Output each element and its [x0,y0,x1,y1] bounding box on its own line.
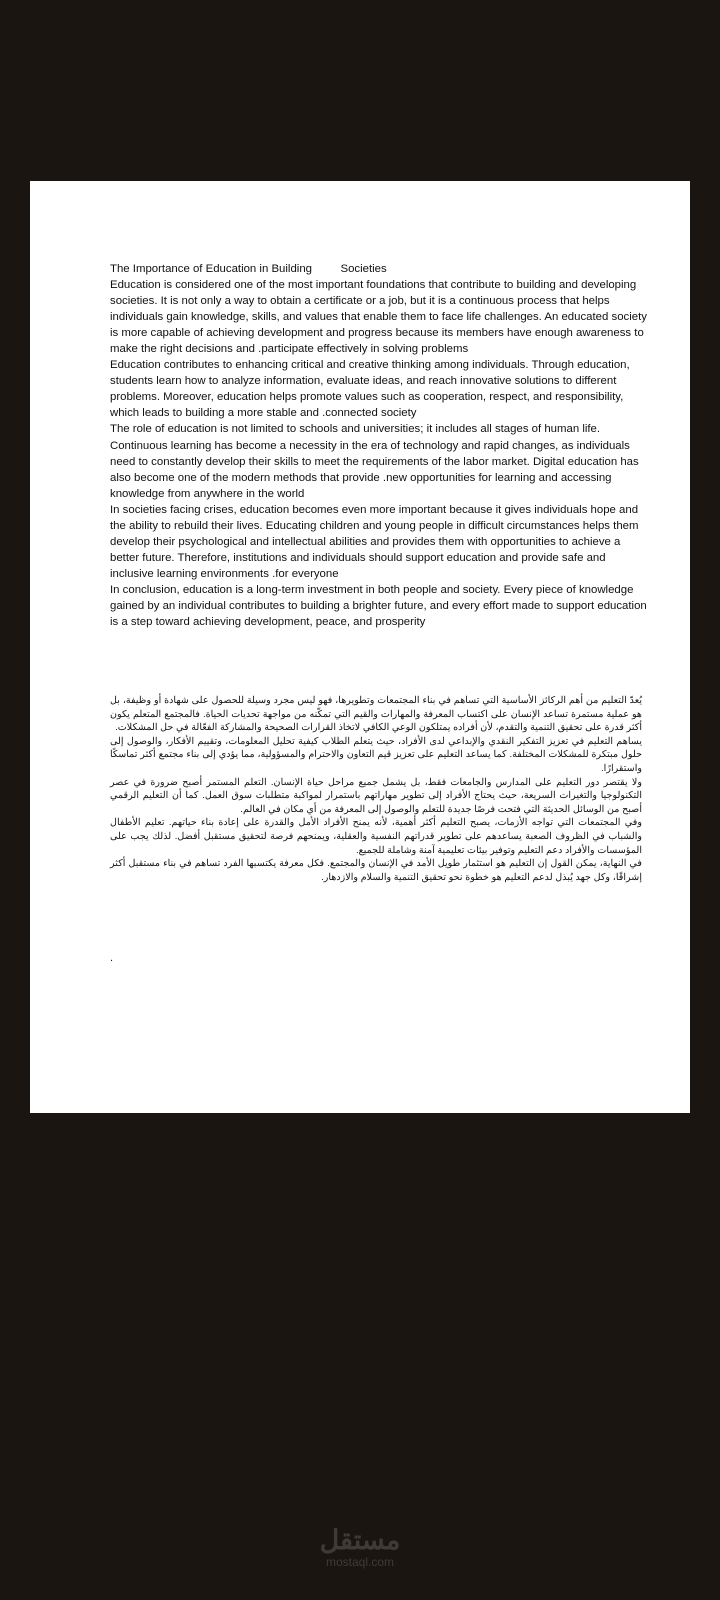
arabic-section [110,694,642,884]
document-page [30,181,690,1113]
trailing-mark: . [110,952,114,964]
document-title: The Importance of Education in Building Societies [110,263,387,275]
english-paragraph: In conclusion, education is a long-term investment in both people and society. Every piece of knowledge gained by an individual contributes to building a brighter future, and every effort made to support education is a step toward achieving development, peace, and prosperity [110,583,647,629]
english-section [110,261,650,630]
watermark-logo [0,1525,720,1569]
arabic-paragraph: وفي المجتمعات التي تواجه الأزمات، يصبح التعليم أكثر أهمية، لأنه يمنح الأفراد الأمل والقدرة على إعادة بناء حياتهم. تعليم الأطفال والشباب في الظروف الصعبة يساعدهم على تطوير قدراتهم النفسية والعقلية، ويمنحهم فرصة لتحقيق مستقبل أفضل. لذلك يجب على المؤسسات والأفراد دعم التعليم وتوفير بيئات تعليمية آمنة وشاملة للجميع. [110,817,642,856]
english-paragraph: Education is considered one of the most important foundations that contribute to building and developing societies. It is not only a way to obtain a certificate or a job, but it is a continuous process that helps individuals gain knowledge, skills, and values that enable them to face life challenges. An educated society is more capable of achieving development and progress because its members have enough awareness to make the right decisions and .participate effectively in solving problems [110,279,647,356]
arabic-paragraph: يساهم التعليم في تعزيز التفكير النقدي والإبداعي لدى الأفراد، حيث يتعلم الطلاب كيفية تحليل المعلومات، وتقييم الأفكار، والوصول إلى حلول مبتكرة للمشكلات المختلفة. كما يساعد التعليم على تعزيز قيم التعاون والاحترام والمسؤولية، مما يؤدي إلى بناء مجتمع أكثر تماسكًا واستقرارًا. [110,735,642,774]
arabic-paragraph: في النهاية، يمكن القول إن التعليم هو استثمار طويل الأمد في الإنسان والمجتمع. فكل معرفة يكتسبها الفرد تساهم في بناء مستقبل أكثر إشراقًا، وكل جهد يُبذل لدعم التعليم هو خطوة نحو تحقيق التنمية والسلام والازدهار. [110,858,642,883]
watermark-url: mostaql.com [325,1555,395,1569]
english-paragraph: Education contributes to enhancing critical and creative thinking among individuals. Through education, students learn how to analyze information, evaluate ideas, and reach innovative solutions to different problems. Moreover, education helps promote values such as cooperation, respect, and responsibility, which leads to building a more stable and .connected society [110,359,630,420]
english-paragraph: The role of education is not limited to schools and universities; it includes all stages of human life. Continuous learning has become a necessity in the era of technology and rapid changes, as individuals need to constantly develop their skills to meet the requirements of the labor market. Digital education has also become one of the modern methods that provide .new opportunities for learning and accessing knowledge from anywhere in the world [110,423,639,500]
english-paragraph: In societies facing crises, education becomes even more important because it gives individuals hope and the ability to rebuild their lives. Educating children and young people in difficult circumstances helps them develop their psychological and intellectual abilities and provides them with opportunities to achieve a better future. Therefore, institutions and individuals should support education and provide safe and inclusive learning environments .for everyone [110,503,639,580]
watermark-brand: مستقل [319,1525,401,1555]
arabic-paragraph: يُعدّ التعليم من أهم الركائز الأساسية التي تساهم في بناء المجتمعات وتطويرها، فهو ليس مجرد وسيلة للحصول على شهادة أو وظيفة، بل هو عملية مستمرة تساعد الإنسان على اكتساب المعرفة والمهارات والقيم التي تمكّنه من مواجهة تحديات الحياة. فالمجتمع المتعلم يكون أكثر قدرة على تحقيق التنمية والتقدم، لأن أفراده يمتلكون الوعي الكافي لاتخاذ القرارات الصحيحة والمشاركة الفعّالة في حل المشكلات. [110,695,642,734]
arabic-paragraph: ولا يقتصر دور التعليم على المدارس والجامعات فقط، بل يشمل جميع مراحل حياة الإنسان. التعلم المستمر أصبح ضرورة في عصر التكنولوجيا والتغيرات السريعة، حيث يحتاج الأفراد إلى تطوير مهاراتهم باستمرار لمواكبة متطلبات سوق العمل. كما أن التعليم الرقمي أصبح من الوسائل الحديثة التي فتحت فرصًا جديدة للتعلم والوصول إلى المعرفة من أي مكان في العالم. [110,776,642,815]
